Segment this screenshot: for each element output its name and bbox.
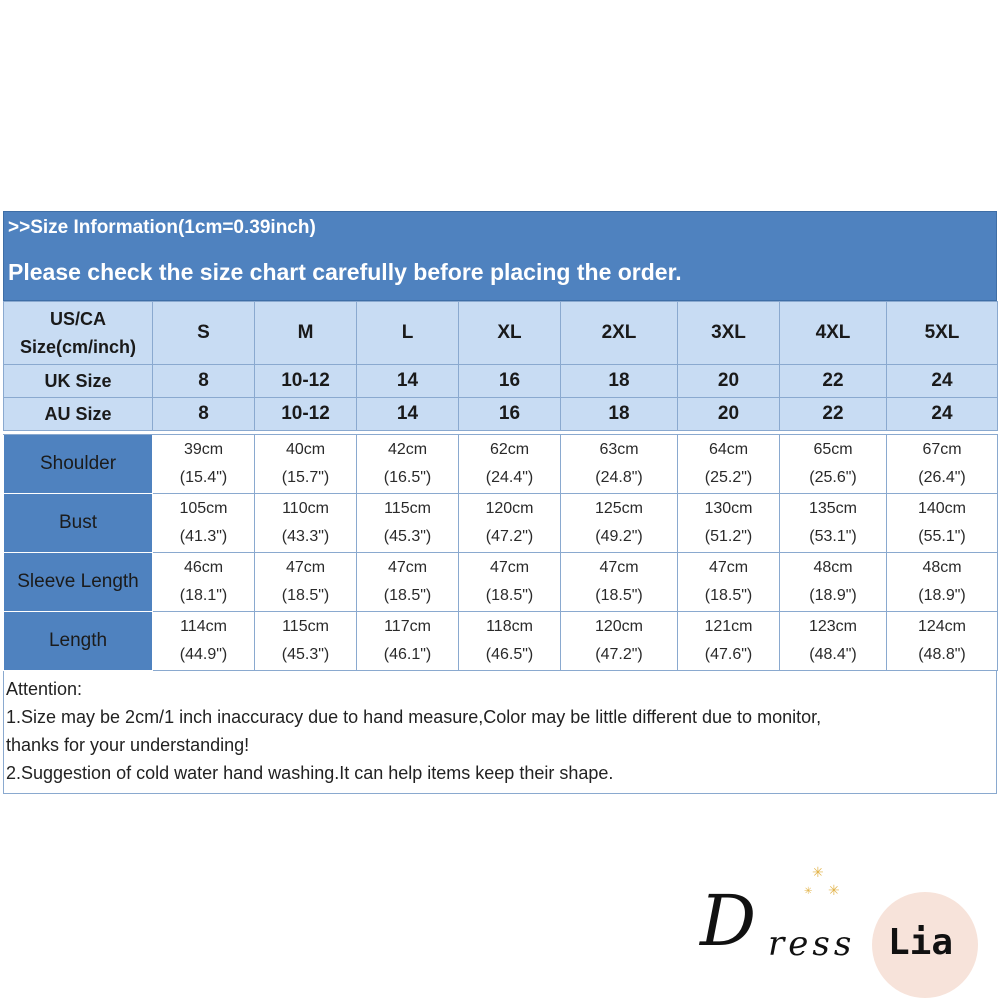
cm-value: 125cm xyxy=(594,500,644,517)
measurement-cell xyxy=(678,494,780,553)
inch-value: (49.2") xyxy=(595,528,643,545)
size-cell: 3XL xyxy=(678,302,780,365)
measurement-cell xyxy=(887,494,998,553)
measurement-cell xyxy=(153,553,255,612)
inch-value: (47.6") xyxy=(704,646,753,663)
inch-value: (24.4") xyxy=(485,469,534,486)
inch-value: (25.2") xyxy=(704,469,753,486)
inch-value: (18.9") xyxy=(918,587,966,604)
inch-value: (15.4") xyxy=(179,469,228,486)
cm-value: 67cm xyxy=(922,441,962,458)
cm-value: 135cm xyxy=(808,500,858,517)
cm-value: 124cm xyxy=(917,618,967,635)
inch-value: (18.5") xyxy=(704,587,753,604)
attention-notes xyxy=(3,671,997,794)
sparkle-icon: ✳ xyxy=(804,886,813,897)
inch-value: (41.3") xyxy=(179,528,228,545)
size-cell: 22 xyxy=(780,398,887,431)
cm-value: 47cm xyxy=(708,559,749,576)
inch-value: (18.1") xyxy=(179,587,228,604)
size-cell: 20 xyxy=(678,365,780,398)
sparkle-icon: ✳ xyxy=(812,864,824,880)
measurement-cell xyxy=(255,435,357,494)
attention-line-1: 1.Size may be 2cm/1 inch inaccuracy due to hand measure,Color may be little different due to monitor, xyxy=(6,707,822,727)
measurement-cell xyxy=(561,435,678,494)
sparkle-icon: ✳ xyxy=(828,882,840,898)
inch-value: (24.8") xyxy=(595,469,643,486)
measurement-label: Shoulder xyxy=(4,435,153,494)
inch-value: (47.2") xyxy=(485,528,534,545)
measurement-cell xyxy=(780,553,887,612)
size-row xyxy=(4,365,998,398)
size-row xyxy=(4,398,998,431)
size-cell: S xyxy=(153,302,255,365)
cm-value: 115cm xyxy=(282,618,329,635)
size-cell: 20 xyxy=(678,398,780,431)
cm-value: 47cm xyxy=(285,559,326,576)
size-cell: 8 xyxy=(153,365,255,398)
attention-title: Attention: xyxy=(6,679,83,699)
size-cell: 16 xyxy=(459,398,561,431)
cm-value: 48cm xyxy=(922,559,962,576)
size-row-label: UK Size xyxy=(4,365,153,398)
inch-value: (25.6") xyxy=(809,469,857,486)
logo-initial: D xyxy=(700,880,757,962)
size-cell: 4XL xyxy=(780,302,887,365)
chart-header xyxy=(3,211,997,301)
size-cell: 22 xyxy=(780,365,887,398)
cm-value: 123cm xyxy=(808,618,858,635)
measurement-cell xyxy=(561,494,678,553)
inch-value: (46.1") xyxy=(383,646,432,663)
inch-value: (16.5") xyxy=(383,469,432,486)
size-row xyxy=(4,302,998,365)
size-chart xyxy=(3,211,997,794)
measurement-cell xyxy=(678,612,780,671)
attention-line-3: 2.Suggestion of cold water hand washing.It can help items keep their shape. xyxy=(6,763,614,783)
measurement-cell xyxy=(780,494,887,553)
size-info-title: >>Size Information(1cm=0.39inch) xyxy=(8,217,316,238)
measurement-cell xyxy=(357,553,459,612)
size-cell: M xyxy=(255,302,357,365)
measurement-row xyxy=(4,612,998,671)
size-table xyxy=(3,301,998,671)
cm-value: 47cm xyxy=(599,559,639,576)
cm-value: 117cm xyxy=(384,618,431,635)
inch-value: (15.7") xyxy=(281,469,330,486)
cm-value: 115cm xyxy=(384,500,431,517)
measurement-label: Sleeve Length xyxy=(4,553,153,612)
measurement-label: Bust xyxy=(4,494,153,553)
measurement-cell xyxy=(255,494,357,553)
measurement-cell xyxy=(153,435,255,494)
measurement-cell xyxy=(357,612,459,671)
measurement-cell xyxy=(887,612,998,671)
inch-value: (26.4") xyxy=(918,469,966,486)
cm-value: 63cm xyxy=(599,441,639,458)
size-cell: 14 xyxy=(357,365,459,398)
measurement-cell xyxy=(459,494,561,553)
cm-value: 40cm xyxy=(285,441,326,458)
measurement-row xyxy=(4,494,998,553)
size-cell: 14 xyxy=(357,398,459,431)
measurement-cell xyxy=(357,494,459,553)
cm-value: 48cm xyxy=(813,559,853,576)
inch-value: (51.2") xyxy=(704,528,753,545)
measurement-cell xyxy=(153,612,255,671)
measurement-cell xyxy=(459,612,561,671)
measurement-cell xyxy=(459,553,561,612)
inch-value: (55.1") xyxy=(918,528,966,545)
measurement-row xyxy=(4,553,998,612)
inch-value: (45.3") xyxy=(383,528,432,545)
cm-value: 47cm xyxy=(387,559,428,576)
measurement-cell xyxy=(887,553,998,612)
measurement-cell xyxy=(561,553,678,612)
measurement-cell xyxy=(153,494,255,553)
cm-value: 46cm xyxy=(183,559,224,576)
cm-value: 39cm xyxy=(183,441,224,458)
cm-value: 62cm xyxy=(489,441,530,458)
check-size-notice: Please check the size chart carefully before placing the order. xyxy=(8,259,682,285)
inch-value: (48.8") xyxy=(918,646,966,663)
logo-ress: ress xyxy=(768,924,856,964)
measurement-label: Length xyxy=(4,612,153,671)
measurement-cell xyxy=(255,612,357,671)
measurement-cell xyxy=(561,612,678,671)
size-cell: 18 xyxy=(561,365,678,398)
inch-value: (18.5") xyxy=(485,587,534,604)
size-cell: XL xyxy=(459,302,561,365)
cm-value: 110cm xyxy=(282,500,329,517)
inch-value: (44.9") xyxy=(179,646,228,663)
cm-value: 114cm xyxy=(180,618,227,635)
inch-value: (43.3") xyxy=(281,528,330,545)
size-row-label: US/CA Size(cm/inch) xyxy=(4,302,153,365)
cm-value: 47cm xyxy=(489,559,530,576)
size-cell: 5XL xyxy=(887,302,998,365)
cm-value: 42cm xyxy=(387,441,428,458)
inch-value: (18.5") xyxy=(281,587,330,604)
measurement-cell xyxy=(678,553,780,612)
cm-value: 130cm xyxy=(704,500,753,517)
inch-value: (45.3") xyxy=(281,646,330,663)
size-cell: 2XL xyxy=(561,302,678,365)
cm-value: 105cm xyxy=(179,500,228,517)
size-cell: 10-12 xyxy=(255,365,357,398)
inch-value: (53.1") xyxy=(809,528,857,545)
measurement-cell xyxy=(780,435,887,494)
measurement-cell xyxy=(780,612,887,671)
size-cell: 8 xyxy=(153,398,255,431)
size-cell: 24 xyxy=(887,398,998,431)
cm-value: 140cm xyxy=(917,500,967,517)
measurement-cell xyxy=(678,435,780,494)
size-cell: 18 xyxy=(561,398,678,431)
size-cell: 16 xyxy=(459,365,561,398)
size-cell: 10-12 xyxy=(255,398,357,431)
inch-value: (48.4") xyxy=(809,646,857,663)
cm-value: 120cm xyxy=(594,618,644,635)
measurement-cell xyxy=(459,435,561,494)
size-cell: L xyxy=(357,302,459,365)
inch-value: (46.5") xyxy=(485,646,534,663)
size-cell: 24 xyxy=(887,365,998,398)
inch-value: (18.5") xyxy=(595,587,643,604)
measurement-cell xyxy=(887,435,998,494)
cm-value: 118cm xyxy=(486,618,533,635)
inch-value: (47.2") xyxy=(595,646,643,663)
size-row-label: AU Size xyxy=(4,398,153,431)
cm-value: 64cm xyxy=(708,441,749,458)
cm-value: 121cm xyxy=(704,618,753,635)
measurement-cell xyxy=(255,553,357,612)
inch-value: (18.5") xyxy=(383,587,432,604)
attention-line-2: thanks for your understanding! xyxy=(6,735,250,755)
measurement-row xyxy=(4,435,998,494)
logo-lia: Lia xyxy=(888,922,954,963)
cm-value: 120cm xyxy=(485,500,534,517)
dresslia-logo xyxy=(700,860,1000,1000)
measurement-cell xyxy=(357,435,459,494)
cm-value: 65cm xyxy=(813,441,853,458)
inch-value: (18.9") xyxy=(809,587,857,604)
